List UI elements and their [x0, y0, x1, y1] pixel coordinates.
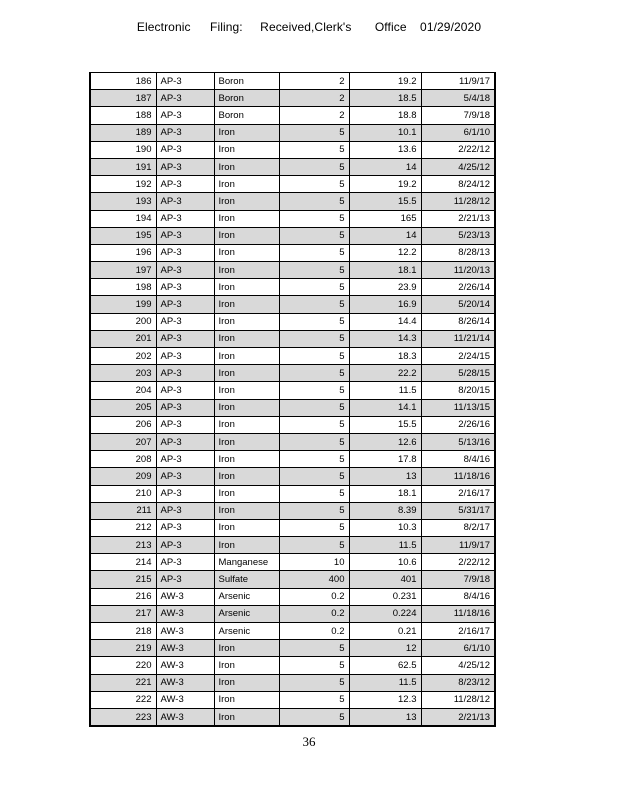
date-cell: 2/21/13 [421, 210, 495, 227]
well-id-cell: AP-3 [156, 485, 214, 502]
constituent-cell: Iron [214, 640, 279, 657]
date-cell: 7/9/18 [421, 571, 495, 588]
date-cell: 2/16/17 [421, 623, 495, 640]
constituent-cell: Arsenic [214, 588, 279, 605]
result-cell: 19.2 [349, 176, 421, 193]
well-id-cell: AP-3 [156, 176, 214, 193]
result-cell: 12 [349, 640, 421, 657]
header-filing: Filing: [210, 20, 243, 34]
table-row [90, 244, 495, 261]
constituent-cell: Iron [214, 365, 279, 382]
date-cell: 11/9/17 [421, 537, 495, 554]
result-cell: 401 [349, 571, 421, 588]
date-cell: 8/24/12 [421, 176, 495, 193]
date-cell: 8/4/16 [421, 451, 495, 468]
date-cell: 5/13/16 [421, 433, 495, 450]
standard-cell: 2 [279, 107, 349, 124]
row-number-cell: 190 [90, 141, 156, 158]
constituent-cell: Iron [214, 313, 279, 330]
result-cell: 0.224 [349, 605, 421, 622]
row-number-cell: 210 [90, 485, 156, 502]
constituent-cell: Iron [214, 124, 279, 141]
date-cell: 11/13/15 [421, 399, 495, 416]
table-row [90, 382, 495, 399]
table-row [90, 554, 495, 571]
constituent-cell: Iron [214, 210, 279, 227]
well-id-cell: AW-3 [156, 657, 214, 674]
constituent-cell: Boron [214, 90, 279, 107]
date-cell: 8/20/15 [421, 382, 495, 399]
well-id-cell: AW-3 [156, 691, 214, 708]
constituent-cell: Boron [214, 73, 279, 90]
constituent-cell: Iron [214, 657, 279, 674]
standard-cell: 5 [279, 640, 349, 657]
constituent-cell: Sulfate [214, 571, 279, 588]
well-id-cell: AP-3 [156, 193, 214, 210]
table-row [90, 227, 495, 244]
standard-cell: 0.2 [279, 623, 349, 640]
table-row [90, 605, 495, 622]
constituent-cell: Iron [214, 468, 279, 485]
row-number-cell: 202 [90, 348, 156, 365]
row-number-cell: 208 [90, 451, 156, 468]
row-number-cell: 204 [90, 382, 156, 399]
standard-cell: 400 [279, 571, 349, 588]
well-id-cell: AP-3 [156, 227, 214, 244]
row-number-cell: 223 [90, 708, 156, 726]
constituent-cell: Iron [214, 193, 279, 210]
row-number-cell: 222 [90, 691, 156, 708]
date-cell: 2/22/12 [421, 141, 495, 158]
standard-cell: 5 [279, 537, 349, 554]
table-row [90, 90, 495, 107]
result-cell: 19.2 [349, 73, 421, 90]
row-number-cell: 188 [90, 107, 156, 124]
well-id-cell: AW-3 [156, 674, 214, 691]
result-cell: 14.1 [349, 399, 421, 416]
constituent-cell: Iron [214, 279, 279, 296]
constituent-cell: Iron [214, 141, 279, 158]
standard-cell: 5 [279, 399, 349, 416]
well-id-cell: AW-3 [156, 605, 214, 622]
row-number-cell: 205 [90, 399, 156, 416]
standard-cell: 5 [279, 502, 349, 519]
table-row [90, 537, 495, 554]
constituent-cell: Iron [214, 296, 279, 313]
standard-cell: 5 [279, 296, 349, 313]
row-number-cell: 212 [90, 519, 156, 536]
result-cell: 8.39 [349, 502, 421, 519]
table-row [90, 365, 495, 382]
header-electronic: Electronic [136, 20, 191, 34]
row-number-cell: 214 [90, 554, 156, 571]
date-cell: 5/4/18 [421, 90, 495, 107]
table-row [90, 107, 495, 124]
result-cell: 15.5 [349, 193, 421, 210]
standard-cell: 5 [279, 193, 349, 210]
results-table [89, 72, 496, 727]
date-cell: 6/1/10 [421, 124, 495, 141]
result-cell: 10.1 [349, 124, 421, 141]
filing-stamp-header [0, 20, 618, 34]
standard-cell: 5 [279, 485, 349, 502]
standard-cell: 0.2 [279, 588, 349, 605]
well-id-cell: AP-3 [156, 365, 214, 382]
standard-cell: 5 [279, 141, 349, 158]
table-row [90, 296, 495, 313]
standard-cell: 5 [279, 124, 349, 141]
result-cell: 10.6 [349, 554, 421, 571]
table-row [90, 468, 495, 485]
constituent-cell: Iron [214, 348, 279, 365]
standard-cell: 5 [279, 244, 349, 261]
result-cell: 14.3 [349, 330, 421, 347]
row-number-cell: 218 [90, 623, 156, 640]
standard-cell: 5 [279, 330, 349, 347]
date-cell: 2/22/12 [421, 554, 495, 571]
date-cell: 5/23/13 [421, 227, 495, 244]
date-cell: 8/2/17 [421, 519, 495, 536]
standard-cell: 5 [279, 227, 349, 244]
well-id-cell: AP-3 [156, 382, 214, 399]
constituent-cell: Iron [214, 502, 279, 519]
standard-cell: 5 [279, 176, 349, 193]
date-cell: 11/28/12 [421, 193, 495, 210]
date-cell: 8/4/16 [421, 588, 495, 605]
well-id-cell: AW-3 [156, 640, 214, 657]
table-row [90, 399, 495, 416]
result-cell: 11.5 [349, 537, 421, 554]
date-cell: 4/25/12 [421, 158, 495, 175]
standard-cell: 2 [279, 73, 349, 90]
row-number-cell: 215 [90, 571, 156, 588]
date-cell: 11/21/14 [421, 330, 495, 347]
constituent-cell: Iron [214, 708, 279, 726]
table-row [90, 158, 495, 175]
row-number-cell: 194 [90, 210, 156, 227]
well-id-cell: AP-3 [156, 468, 214, 485]
well-id-cell: AW-3 [156, 588, 214, 605]
table-row [90, 451, 495, 468]
well-id-cell: AP-3 [156, 502, 214, 519]
constituent-cell: Iron [214, 537, 279, 554]
constituent-cell: Iron [214, 176, 279, 193]
date-cell: 5/28/15 [421, 365, 495, 382]
result-cell: 18.8 [349, 107, 421, 124]
table-row [90, 73, 495, 90]
row-number-cell: 207 [90, 433, 156, 450]
table-row [90, 330, 495, 347]
table-row [90, 485, 495, 502]
result-cell: 13 [349, 708, 421, 726]
constituent-cell: Iron [214, 674, 279, 691]
well-id-cell: AP-3 [156, 124, 214, 141]
table-row [90, 262, 495, 279]
result-cell: 12.2 [349, 244, 421, 261]
constituent-cell: Iron [214, 485, 279, 502]
constituent-cell: Iron [214, 330, 279, 347]
row-number-cell: 186 [90, 73, 156, 90]
well-id-cell: AW-3 [156, 623, 214, 640]
table-row [90, 210, 495, 227]
table-row [90, 124, 495, 141]
result-cell: 13 [349, 468, 421, 485]
constituent-cell: Iron [214, 433, 279, 450]
row-number-cell: 192 [90, 176, 156, 193]
standard-cell: 5 [279, 348, 349, 365]
result-cell: 16.9 [349, 296, 421, 313]
table-row [90, 502, 495, 519]
result-cell: 14 [349, 158, 421, 175]
well-id-cell: AP-3 [156, 433, 214, 450]
well-id-cell: AP-3 [156, 519, 214, 536]
standard-cell: 5 [279, 313, 349, 330]
well-id-cell: AP-3 [156, 399, 214, 416]
result-cell: 12.6 [349, 433, 421, 450]
date-cell: 11/28/12 [421, 691, 495, 708]
result-cell: 18.1 [349, 485, 421, 502]
header-date: 01/29/2020 [420, 20, 482, 34]
result-cell: 18.1 [349, 262, 421, 279]
constituent-cell: Iron [214, 691, 279, 708]
constituent-cell: Iron [214, 158, 279, 175]
header-received-clerks: Received,Clerk's [260, 20, 352, 34]
row-number-cell: 219 [90, 640, 156, 657]
result-cell: 14 [349, 227, 421, 244]
table-row [90, 433, 495, 450]
well-id-cell: AP-3 [156, 554, 214, 571]
date-cell: 11/18/16 [421, 468, 495, 485]
table-row [90, 519, 495, 536]
row-number-cell: 216 [90, 588, 156, 605]
row-number-cell: 189 [90, 124, 156, 141]
well-id-cell: AP-3 [156, 158, 214, 175]
standard-cell: 5 [279, 519, 349, 536]
constituent-cell: Manganese [214, 554, 279, 571]
constituent-cell: Iron [214, 451, 279, 468]
constituent-cell: Arsenic [214, 623, 279, 640]
standard-cell: 5 [279, 691, 349, 708]
result-cell: 18.5 [349, 90, 421, 107]
constituent-cell: Iron [214, 399, 279, 416]
date-cell: 6/1/10 [421, 640, 495, 657]
well-id-cell: AP-3 [156, 107, 214, 124]
table-row [90, 141, 495, 158]
standard-cell: 5 [279, 416, 349, 433]
date-cell: 5/31/17 [421, 502, 495, 519]
date-cell: 2/21/13 [421, 708, 495, 726]
result-cell: 11.5 [349, 674, 421, 691]
row-number-cell: 200 [90, 313, 156, 330]
well-id-cell: AW-3 [156, 708, 214, 726]
constituent-cell: Iron [214, 227, 279, 244]
row-number-cell: 198 [90, 279, 156, 296]
table-row [90, 640, 495, 657]
date-cell: 8/28/13 [421, 244, 495, 261]
table-row [90, 657, 495, 674]
table-row [90, 691, 495, 708]
row-number-cell: 213 [90, 537, 156, 554]
row-number-cell: 201 [90, 330, 156, 347]
date-cell: 11/20/13 [421, 262, 495, 279]
date-cell: 4/25/12 [421, 657, 495, 674]
table-row [90, 623, 495, 640]
row-number-cell: 196 [90, 244, 156, 261]
standard-cell: 5 [279, 433, 349, 450]
standard-cell: 5 [279, 708, 349, 726]
constituent-cell: Iron [214, 519, 279, 536]
standard-cell: 5 [279, 382, 349, 399]
standard-cell: 5 [279, 365, 349, 382]
well-id-cell: AP-3 [156, 537, 214, 554]
well-id-cell: AP-3 [156, 279, 214, 296]
page-number: 36 [302, 734, 316, 749]
table-row [90, 588, 495, 605]
constituent-cell: Boron [214, 107, 279, 124]
table-row [90, 416, 495, 433]
well-id-cell: AP-3 [156, 313, 214, 330]
date-cell: 5/20/14 [421, 296, 495, 313]
date-cell: 8/23/12 [421, 674, 495, 691]
row-number-cell: 193 [90, 193, 156, 210]
well-id-cell: AP-3 [156, 73, 214, 90]
result-cell: 17.8 [349, 451, 421, 468]
date-cell: 7/9/18 [421, 107, 495, 124]
result-cell: 11.5 [349, 382, 421, 399]
table-row [90, 193, 495, 210]
standard-cell: 5 [279, 210, 349, 227]
well-id-cell: AP-3 [156, 348, 214, 365]
table-row [90, 571, 495, 588]
standard-cell: 5 [279, 674, 349, 691]
row-number-cell: 221 [90, 674, 156, 691]
well-id-cell: AP-3 [156, 296, 214, 313]
row-number-cell: 217 [90, 605, 156, 622]
well-id-cell: AP-3 [156, 330, 214, 347]
result-cell: 15.5 [349, 416, 421, 433]
well-id-cell: AP-3 [156, 244, 214, 261]
date-cell: 2/16/17 [421, 485, 495, 502]
row-number-cell: 187 [90, 90, 156, 107]
well-id-cell: AP-3 [156, 262, 214, 279]
well-id-cell: AP-3 [156, 571, 214, 588]
standard-cell: 5 [279, 279, 349, 296]
constituent-cell: Iron [214, 382, 279, 399]
row-number-cell: 195 [90, 227, 156, 244]
result-cell: 13.6 [349, 141, 421, 158]
row-number-cell: 203 [90, 365, 156, 382]
well-id-cell: AP-3 [156, 210, 214, 227]
row-number-cell: 191 [90, 158, 156, 175]
result-cell: 0.21 [349, 623, 421, 640]
table-row [90, 708, 495, 726]
date-cell: 2/26/16 [421, 416, 495, 433]
date-cell: 8/26/14 [421, 313, 495, 330]
row-number-cell: 211 [90, 502, 156, 519]
result-cell: 12.3 [349, 691, 421, 708]
table-row [90, 313, 495, 330]
standard-cell: 0.2 [279, 605, 349, 622]
well-id-cell: AP-3 [156, 141, 214, 158]
result-cell: 0.231 [349, 588, 421, 605]
standard-cell: 5 [279, 451, 349, 468]
header-office: Office [374, 20, 407, 34]
well-id-cell: AP-3 [156, 90, 214, 107]
result-cell: 23.9 [349, 279, 421, 296]
constituent-cell: Arsenic [214, 605, 279, 622]
constituent-cell: Iron [214, 244, 279, 261]
date-cell: 2/26/14 [421, 279, 495, 296]
result-cell: 62.5 [349, 657, 421, 674]
well-id-cell: AP-3 [156, 416, 214, 433]
date-cell: 11/9/17 [421, 73, 495, 90]
result-cell: 14.4 [349, 313, 421, 330]
well-id-cell: AP-3 [156, 451, 214, 468]
standard-cell: 2 [279, 90, 349, 107]
row-number-cell: 197 [90, 262, 156, 279]
result-cell: 10.3 [349, 519, 421, 536]
standard-cell: 5 [279, 657, 349, 674]
result-cell: 22.2 [349, 365, 421, 382]
date-cell: 2/24/15 [421, 348, 495, 365]
constituent-cell: Iron [214, 262, 279, 279]
result-cell: 165 [349, 210, 421, 227]
row-number-cell: 199 [90, 296, 156, 313]
table-row [90, 348, 495, 365]
date-cell: 11/18/16 [421, 605, 495, 622]
table-row [90, 674, 495, 691]
row-number-cell: 206 [90, 416, 156, 433]
standard-cell: 10 [279, 554, 349, 571]
table-row [90, 176, 495, 193]
standard-cell: 5 [279, 262, 349, 279]
results-table-body [90, 73, 495, 727]
table-row [90, 279, 495, 296]
standard-cell: 5 [279, 468, 349, 485]
constituent-cell: Iron [214, 416, 279, 433]
result-cell: 18.3 [349, 348, 421, 365]
row-number-cell: 209 [90, 468, 156, 485]
row-number-cell: 220 [90, 657, 156, 674]
standard-cell: 5 [279, 158, 349, 175]
